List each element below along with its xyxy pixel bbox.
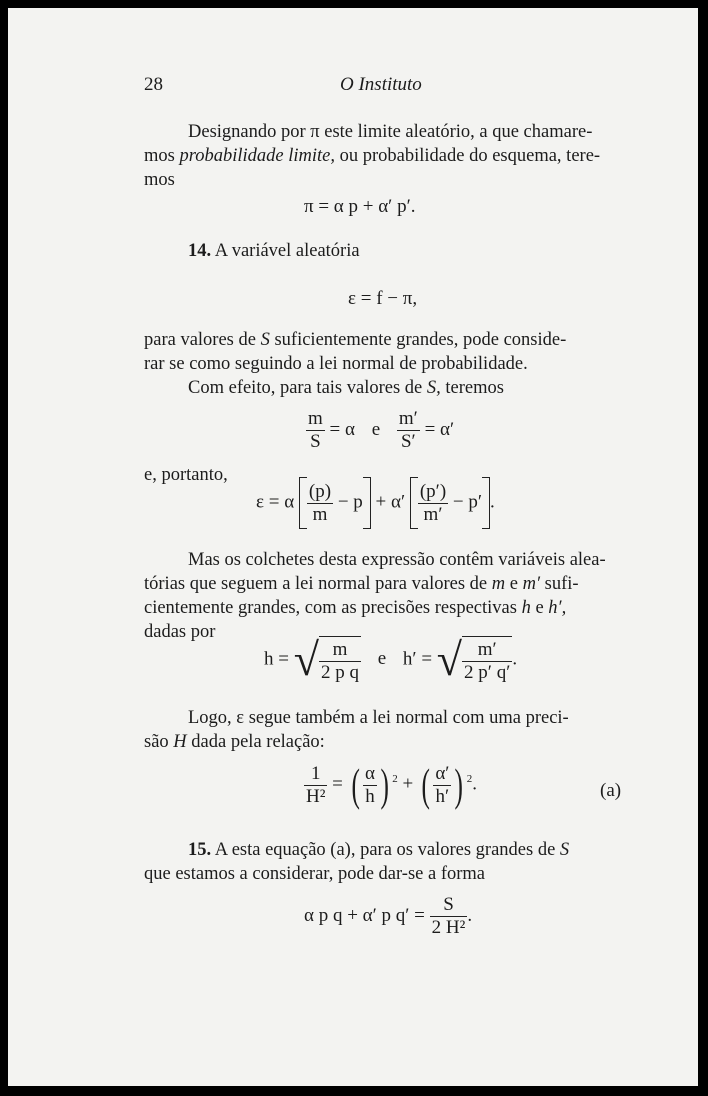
conj-e: e	[371, 418, 381, 440]
fraction-alpha-over-h	[363, 763, 377, 808]
text-run: suficientemente grandes, pode conside-	[269, 330, 567, 350]
denominator: 2 p q	[320, 662, 359, 683]
radicand	[319, 636, 361, 684]
para-3-line-2	[144, 573, 579, 597]
period: .	[490, 491, 495, 513]
fraction-S-over-2H-squared	[430, 894, 468, 939]
equation-epsilon: ε = f − π,	[348, 288, 418, 309]
running-title: O Instituto	[340, 74, 422, 95]
var-m: m	[491, 574, 506, 594]
plus-alpha-prime: + α′	[375, 491, 406, 513]
book-page	[8, 8, 698, 1086]
para-4-line-1: Logo, ε segue também a lei normal com uma preci-	[188, 708, 569, 728]
rel-alpha: = α	[329, 418, 355, 440]
fraction-p-over-m	[307, 481, 333, 526]
numerator: m	[332, 639, 348, 660]
denominator: 2 p′ q′	[464, 662, 511, 683]
section-15-line-2: que estamos a considerar, pode dar-se a forma	[144, 864, 485, 884]
para-2-line-2: rar se como seguindo a lei normal de probabilidade.	[144, 354, 528, 374]
denominator: H²	[306, 785, 326, 807]
para-1-line-3: mos	[144, 170, 175, 190]
text-run: teremos	[440, 378, 504, 398]
section-number: 15.	[188, 840, 212, 860]
denominator: S	[306, 430, 325, 453]
var-S: S,	[426, 378, 441, 398]
text-run: são	[144, 732, 174, 752]
var-h-prime: h′,	[548, 598, 567, 618]
equation-tag-a: (a)	[600, 780, 622, 801]
equation-ratios	[306, 408, 454, 453]
numerator: S	[443, 894, 454, 915]
para-3-line-3	[144, 597, 566, 621]
fraction-m-prime-over-S-prime	[397, 408, 420, 453]
para-1-line-1: Designando por π este limite aleatório, a que chamare-	[188, 122, 593, 142]
radicand	[462, 636, 512, 684]
var-H: H	[173, 732, 187, 752]
term: − p	[337, 491, 363, 513]
text-run: tórias que seguem a lei normal para valores de	[144, 574, 492, 594]
fraction-1-over-H-squared	[304, 763, 327, 808]
text-run: Com efeito, para tais valores de	[188, 378, 427, 398]
text-run: A esta equação (a), para os valores grandes de	[211, 840, 560, 860]
numerator: 1	[310, 762, 321, 784]
text-run: cientemente grandes, com as precisões respectivas	[144, 598, 522, 618]
lhs-h: h =	[264, 648, 289, 670]
numerator: m	[308, 408, 323, 429]
right-bracket	[482, 477, 490, 529]
left-bracket	[299, 477, 307, 529]
exponent: 2	[466, 773, 473, 786]
equation-pi: π = α p + α′ p′.	[304, 196, 416, 217]
denominator: h′	[433, 785, 451, 808]
equation-final	[304, 894, 472, 939]
equation-h-sqrt	[264, 636, 517, 684]
equation-a	[304, 759, 478, 810]
text-e-portanto: e, portanto,	[144, 465, 228, 485]
lhs: ε = α	[256, 491, 295, 513]
fraction-m-over-2pq	[319, 639, 361, 684]
left-paren: (	[351, 759, 360, 810]
numerator: α	[364, 762, 375, 784]
para-2-line-1	[144, 329, 566, 353]
period: .	[472, 773, 478, 795]
denominator: m′	[418, 503, 448, 526]
denominator: m	[307, 503, 333, 526]
equation-epsilon-brackets	[256, 477, 495, 529]
section-text: A variável aleatória	[211, 241, 360, 261]
numerator: m′	[398, 408, 418, 429]
text-run: para valores de	[144, 330, 261, 350]
section-15-line-1	[188, 839, 569, 863]
text-run: mos	[144, 146, 180, 166]
left-bracket	[410, 477, 418, 529]
fraction-alpha-prime-over-h-prime	[433, 763, 451, 808]
text-run: dada pela relação:	[186, 732, 325, 752]
para-1-line-2	[144, 145, 600, 169]
denominator: 2 H²	[431, 917, 466, 938]
section-number: 14.	[188, 241, 212, 261]
radical-sign: √	[293, 634, 319, 685]
para-3-line-1: Mas os colchetes desta expressão contêm variáveis alea-	[188, 550, 606, 570]
var-h: h	[521, 598, 531, 618]
para-4-line-2	[144, 731, 325, 755]
right-bracket	[363, 477, 371, 529]
lhs: α p q + α′ p q′ =	[304, 904, 425, 926]
lhs-h-prime: h′ =	[402, 648, 433, 670]
fraction-p-prime-over-m-prime	[418, 481, 448, 526]
period: .	[467, 904, 473, 926]
rel-alpha-prime: = α′	[424, 418, 455, 440]
text-run: e	[505, 574, 523, 594]
text-run: e	[530, 598, 549, 618]
fraction-m-over-S	[306, 408, 325, 453]
denominator: h	[363, 785, 377, 808]
term: − p′	[452, 491, 483, 513]
fraction-m-prime-over-2p-prime-q-prime	[462, 639, 512, 684]
para-2-line-3	[188, 377, 504, 401]
text-run: sufi-	[540, 574, 579, 594]
para-3-line-4: dadas por	[144, 622, 216, 642]
page-number: 28	[144, 74, 163, 95]
var-m-prime: m′	[522, 574, 541, 594]
numerator: m′	[477, 639, 497, 660]
term-probabilidade-limite: probabilidade limite,	[179, 146, 335, 166]
right-paren: )	[454, 759, 464, 810]
radical-sign: √	[436, 634, 463, 685]
conj-e: e	[377, 648, 387, 670]
period: .	[512, 648, 518, 670]
left-paren: (	[421, 759, 430, 810]
exponent: 2	[392, 773, 398, 786]
plus: +	[402, 773, 414, 795]
var-S: S	[559, 840, 570, 860]
section-14-heading	[188, 240, 360, 264]
var-S: S	[260, 330, 270, 350]
numerator: (p′)	[419, 480, 447, 502]
denominator: S′	[397, 430, 420, 453]
numerator: (p)	[308, 480, 332, 502]
numerator: α′	[435, 762, 450, 784]
equals: =	[332, 773, 343, 795]
text-run: ou probabilidade do esquema, tere-	[335, 146, 601, 166]
right-paren: )	[380, 759, 389, 810]
